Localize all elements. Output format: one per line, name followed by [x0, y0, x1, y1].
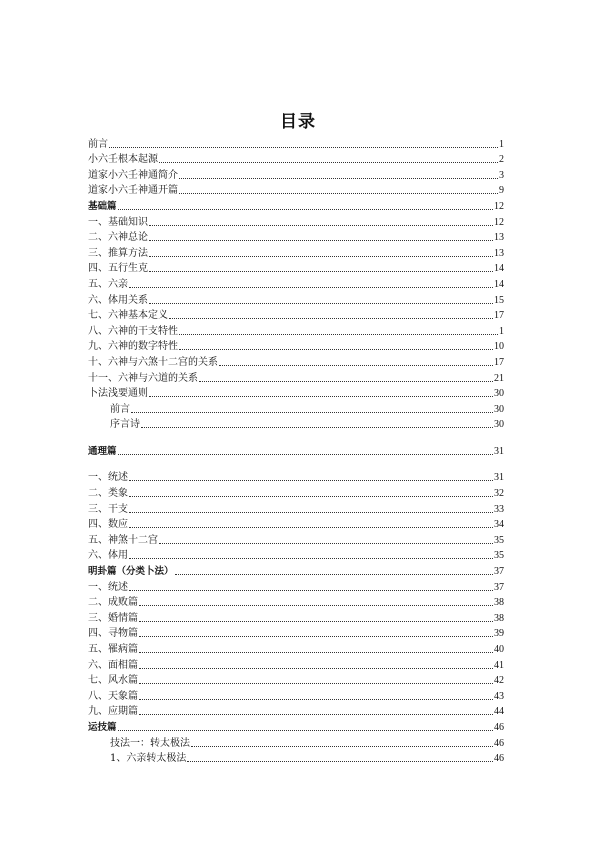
leader-dots — [179, 192, 498, 194]
toc-entry-label: 六、体用关系 — [88, 294, 148, 306]
toc-entry-label: 卜法浅要通则 — [88, 388, 148, 400]
toc-entry-page: 9 — [499, 185, 504, 197]
leader-dots — [139, 682, 493, 684]
toc-entry-label: 运技篇 — [88, 721, 117, 733]
toc-entry[interactable] — [88, 338, 504, 354]
toc-section-heading[interactable] — [88, 197, 504, 213]
toc-entry-page: 39 — [494, 628, 504, 640]
toc-entry-label: 技法一：转太极法 — [110, 737, 190, 749]
toc-entry[interactable] — [88, 609, 504, 625]
toc-entry-label: 道家小六壬神通开篇 — [88, 185, 178, 197]
leader-dots — [179, 177, 498, 179]
toc-entry-label: 九、六神的数字特性 — [88, 341, 178, 353]
toc-entry-label: 序言诗 — [110, 419, 140, 431]
toc-entry-label: 二、六神总论 — [88, 232, 148, 244]
toc-entry-page: 46 — [494, 753, 504, 765]
toc-entry[interactable] — [88, 547, 504, 563]
toc-entry[interactable] — [88, 703, 504, 719]
toc-entry-label: 四、五行生克 — [88, 263, 148, 275]
toc-entry-label: 六、面相篇 — [88, 659, 138, 671]
toc-entry-label: 六、体用 — [88, 550, 128, 562]
leader-dots — [187, 760, 493, 762]
toc-entry[interactable] — [88, 229, 504, 245]
toc-entry-page: 40 — [494, 644, 504, 655]
toc-entry-page: 38 — [494, 612, 504, 624]
toc-entry-label: 1、六亲转太极法 — [110, 753, 187, 765]
toc-entry[interactable] — [88, 672, 504, 688]
leader-dots — [139, 620, 493, 622]
leader-dots — [129, 495, 493, 497]
toc-entry[interactable] — [88, 385, 504, 401]
toc-entry-page: 41 — [494, 659, 504, 671]
toc-entry-label: 前言 — [110, 403, 130, 415]
toc-entry-page: 31 — [494, 472, 504, 484]
toc-entry[interactable] — [88, 656, 504, 672]
toc-entry-page: 21 — [494, 372, 504, 384]
toc-subentry[interactable] — [88, 400, 504, 416]
toc-entry[interactable] — [88, 182, 504, 198]
toc-entry-page: 30 — [494, 388, 504, 400]
toc-entry-label: 一、统述 — [88, 581, 128, 593]
toc-entry-page: 33 — [494, 503, 504, 515]
toc-entry-label: 三、干支 — [88, 503, 128, 515]
toc-entry-label: 十、六神与六煞十二宫的关系 — [88, 356, 218, 368]
leader-dots — [199, 380, 493, 382]
toc-entry-page: 3 — [499, 169, 504, 181]
toc-entry-label: 一、统述 — [88, 472, 128, 484]
leader-dots — [149, 239, 493, 241]
toc-entry-page: 15 — [494, 294, 504, 306]
toc-entry-page: 13 — [494, 247, 504, 259]
leader-dots — [191, 745, 493, 747]
toc-entry-page: 35 — [494, 550, 504, 562]
toc-entry-page: 12 — [494, 200, 504, 212]
toc-entry[interactable] — [88, 166, 504, 182]
toc-entry-label: 道家小六壬神通简介 — [88, 169, 178, 181]
toc-entry[interactable] — [88, 516, 504, 532]
leader-dots — [129, 526, 493, 528]
toc-entry-label: 小六壬根本起源 — [88, 154, 158, 166]
leader-dots — [139, 713, 493, 715]
toc-entry-label: 四、寻物篇 — [88, 628, 138, 640]
leader-dots — [129, 511, 493, 513]
leader-dots — [159, 161, 498, 163]
leader-dots — [149, 395, 493, 397]
toc-entry-page: 43 — [494, 690, 504, 702]
toc-entry-page: 35 — [494, 534, 504, 546]
leader-dots — [159, 542, 493, 544]
leader-dots — [149, 224, 493, 226]
toc-entry[interactable] — [88, 500, 504, 516]
toc-entry-label: 七、六神基本定义 — [88, 310, 168, 322]
toc-entry-page: 44 — [494, 706, 504, 718]
toc-entry-page: 13 — [494, 232, 504, 244]
leader-dots — [131, 411, 493, 413]
toc-entry[interactable] — [88, 625, 504, 641]
toc-entry-page: 37 — [494, 566, 504, 578]
toc-entry[interactable] — [88, 260, 504, 276]
toc-entry-label: 五、六亲 — [88, 278, 128, 290]
toc-section-heading[interactable] — [88, 562, 504, 578]
leader-dots — [179, 348, 493, 350]
page-title: 目录 — [280, 112, 316, 132]
leader-dots — [149, 302, 493, 304]
leader-dots — [149, 270, 493, 272]
toc-subentry[interactable] — [88, 750, 504, 766]
toc-entry-label: 前言 — [88, 138, 108, 150]
toc-entry-label: 九、应期篇 — [88, 706, 138, 718]
leader-dots — [139, 604, 493, 606]
toc-entry-page: 30 — [494, 419, 504, 431]
leader-dots — [118, 729, 493, 731]
toc-entry-page: 14 — [494, 263, 504, 275]
leader-dots — [141, 426, 493, 428]
toc-entry-page: 30 — [494, 403, 504, 415]
toc-entry-label: 一、基础知识 — [88, 216, 148, 228]
toc-entry-page: 46 — [494, 721, 504, 733]
toc-entry-label: 八、六神的干支特性 — [88, 325, 178, 337]
leader-dots — [179, 333, 498, 335]
toc-entry-label: 五、罹病篇 — [88, 644, 138, 655]
toc-entry-page: 31 — [494, 445, 504, 457]
toc-entry-page: 17 — [494, 356, 504, 368]
leader-dots — [139, 698, 493, 700]
toc-entry-page: 42 — [494, 675, 504, 687]
table-of-contents — [88, 135, 504, 765]
toc-entry[interactable] — [88, 353, 504, 369]
toc-entry[interactable] — [88, 484, 504, 500]
toc-entry-label: 二、成败篇 — [88, 597, 138, 609]
toc-entry-page: 38 — [494, 597, 504, 609]
leader-dots — [139, 667, 493, 669]
toc-entry-label: 四、数应 — [88, 519, 128, 531]
toc-entry[interactable] — [88, 244, 504, 260]
toc-entry-label: 五、神煞十二宫 — [88, 534, 158, 546]
leader-dots — [139, 635, 493, 637]
toc-subentry[interactable] — [88, 416, 504, 432]
toc-entry-label: 十一、六神与六道的关系 — [88, 372, 198, 384]
toc-subentry[interactable] — [88, 734, 504, 750]
toc-entry-page: 12 — [494, 216, 504, 228]
toc-entry[interactable] — [88, 578, 504, 594]
leader-dots — [129, 479, 493, 481]
leader-dots — [129, 589, 493, 591]
leader-dots — [129, 557, 493, 559]
toc-entry-label: 基础篇 — [88, 200, 117, 212]
toc-entry[interactable] — [88, 594, 504, 610]
toc-entry-label: 八、天象篇 — [88, 690, 138, 702]
toc-entry-page: 46 — [494, 737, 504, 749]
toc-entry[interactable] — [88, 275, 504, 291]
toc-entry[interactable] — [88, 213, 504, 229]
toc-entry-label: 通理篇 — [88, 445, 117, 457]
toc-entry[interactable] — [88, 307, 504, 323]
toc-entry[interactable] — [88, 369, 504, 385]
toc-entry[interactable] — [88, 291, 504, 307]
leader-dots — [118, 208, 493, 210]
toc-entry[interactable] — [88, 531, 504, 547]
toc-entry-label: 三、推算方法 — [88, 247, 148, 259]
toc-entry-label: 三、婚情篇 — [88, 612, 138, 624]
leader-dots — [175, 573, 493, 575]
leader-dots — [169, 317, 493, 319]
toc-section-heading[interactable] — [88, 442, 504, 458]
toc-entry[interactable] — [88, 687, 504, 703]
toc-entry-page: 14 — [494, 278, 504, 290]
toc-entry-page: 32 — [494, 488, 504, 500]
toc-entry-page: 17 — [494, 310, 504, 322]
toc-entry[interactable] — [88, 469, 504, 485]
toc-entry-page: 10 — [494, 341, 504, 353]
toc-entry-page: 1 — [499, 325, 504, 337]
leader-dots — [118, 453, 493, 455]
toc-entry-label: 二、类象 — [88, 488, 128, 500]
toc-entry-page: 37 — [494, 581, 504, 593]
toc-section-heading[interactable] — [88, 718, 504, 734]
leader-dots — [149, 255, 493, 257]
leader-dots — [109, 146, 498, 148]
toc-entry-page: 1 — [499, 138, 504, 150]
leader-dots — [219, 364, 493, 366]
toc-entry[interactable] — [88, 151, 504, 167]
toc-entry[interactable] — [88, 322, 504, 338]
leader-dots — [129, 286, 493, 288]
toc-entry-page: 34 — [494, 519, 504, 531]
toc-entry[interactable] — [88, 640, 504, 656]
toc-entry-label: 明卦篇（分类卜法） — [88, 566, 174, 578]
toc-entry[interactable] — [88, 135, 504, 151]
toc-entry-page: 2 — [499, 154, 504, 166]
leader-dots — [139, 651, 493, 653]
toc-entry-label: 七、风水篇 — [88, 675, 138, 687]
